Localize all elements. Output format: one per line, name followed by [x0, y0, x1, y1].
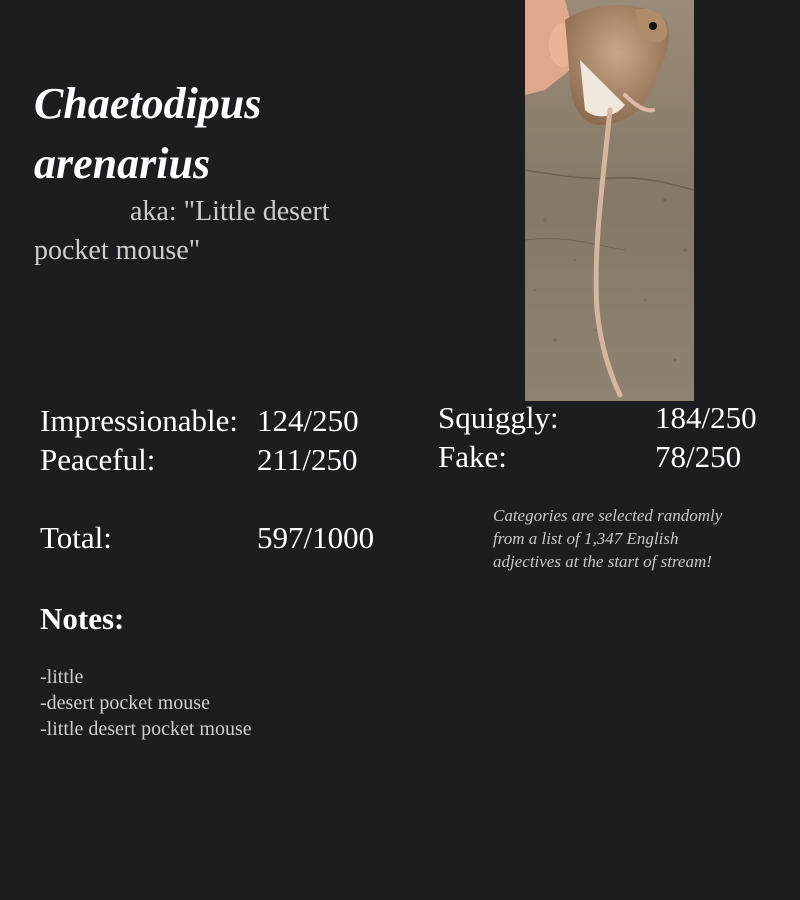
stat-label-fake: Fake: — [438, 439, 507, 474]
stat-label-total: Total: — [40, 520, 112, 555]
stat-label-squiggly: Squiggly: — [438, 400, 559, 435]
scientific-name — [34, 74, 394, 194]
list-item: -little desert pocket mouse — [40, 718, 252, 740]
stat-label-peaceful: Peaceful: — [40, 442, 156, 477]
categories-note: Categories are selected randomly from a list of 1,347 English adjectives at the start of stream! — [493, 506, 723, 571]
common-name-aka: aka: "Little desert pocket mouse" — [34, 196, 330, 266]
stat-value-squiggly: 184/250 — [655, 400, 757, 435]
scientific-name-species: arenarius — [34, 139, 211, 188]
stat-value-impressionable: 124/250 — [257, 403, 359, 438]
mouse-photo-icon — [525, 0, 694, 401]
stat-label-impressionable: Impressionable: — [40, 403, 239, 438]
scientific-name-genus: Chaetodipus — [34, 79, 262, 128]
list-item: -desert pocket mouse — [40, 692, 210, 714]
mouse-photo — [525, 0, 694, 401]
list-item: -little — [40, 666, 84, 688]
stat-value-fake: 78/250 — [655, 439, 742, 474]
notes-heading: Notes: — [40, 601, 125, 636]
stat-value-total: 597/1000 — [257, 520, 375, 555]
stat-value-peaceful: 211/250 — [257, 442, 358, 477]
notes-list — [40, 664, 440, 742]
